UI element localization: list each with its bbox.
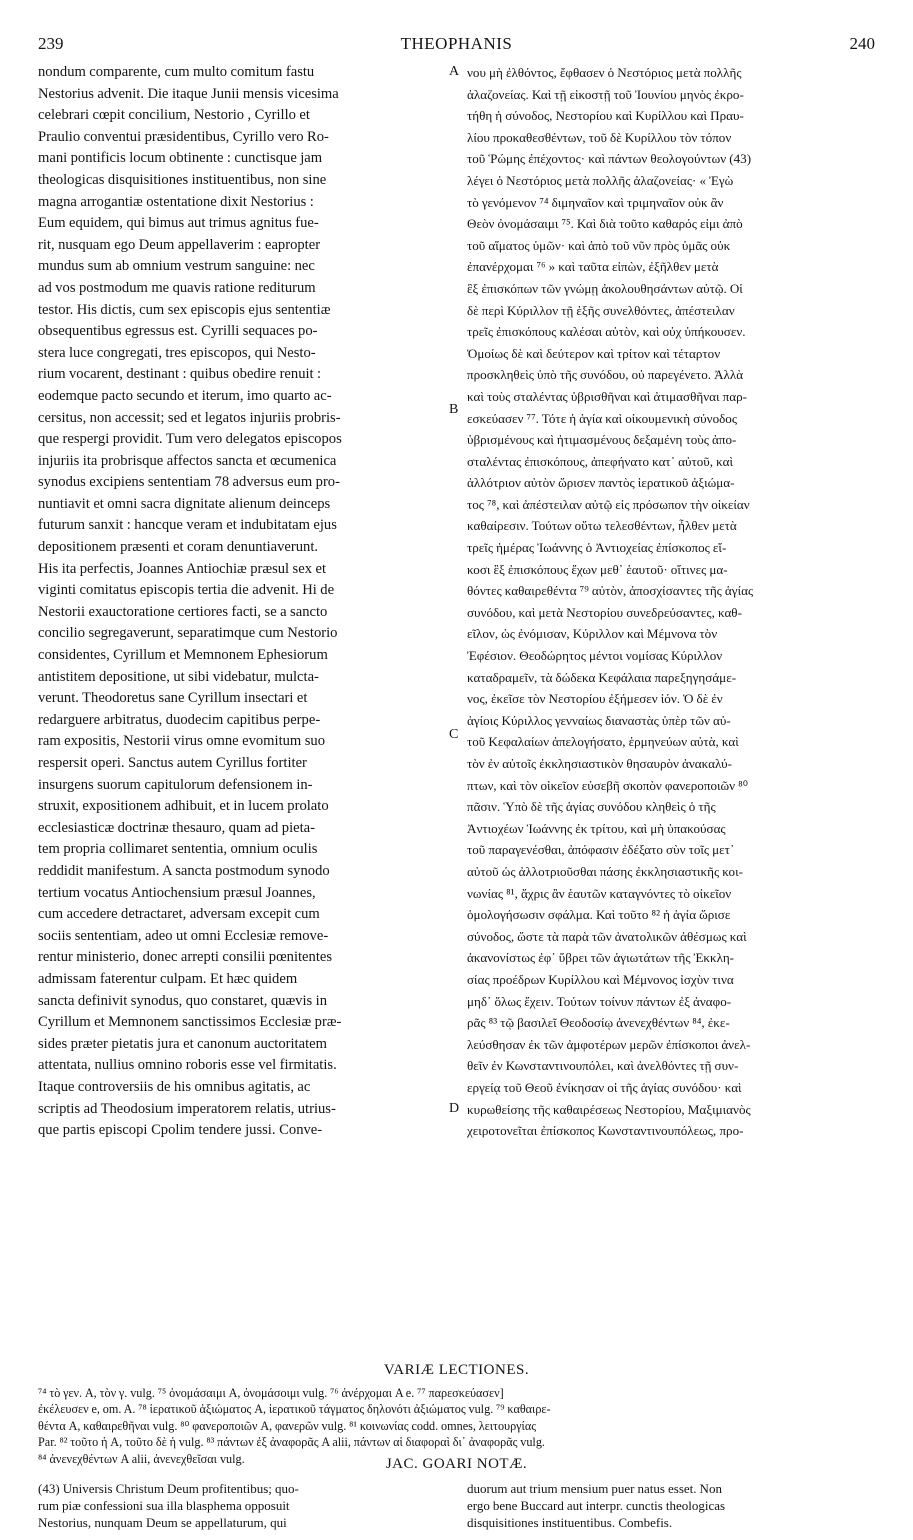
greek-text-line: χειροτονεῖται ἐπίσκοπος Κωνσταντινουπόλεως, προ- <box>467 1123 744 1139</box>
greek-text-line: καὶ τοὺς σταλέντας ὑβρισθῆναι καὶ ἀτιμασθῆναι παρ- <box>467 388 747 404</box>
greek-text-line: τος ⁷⁸, καὶ ἀπέστειλαν αὐτῷ εἰς πρόσωπον τὴν οἰκείαν <box>467 496 750 512</box>
note-line: disquisitiones instituentibus. Combefis. <box>467 1515 673 1530</box>
latin-text-line: stera luce congregati, tres episcopos, qui Nesto- <box>38 344 316 361</box>
greek-text-line: Θεὸν ὀνομάσαιμι ⁷⁵. Καὶ διὰ τοῦτο καθαρός εἰμι ἀπὸ <box>467 216 743 232</box>
latin-text-line: tertium vocatus Antiochensium præsul Joannes, <box>38 884 316 901</box>
latin-text-line: redarguere arbitratus, duodecim capitibus perpe- <box>38 711 321 728</box>
latin-text-line: Eum equidem, qui bimus aut trimus agnitus fue- <box>38 215 319 232</box>
margin-letter-d: D <box>449 1101 460 1116</box>
greek-text-line: τὸ γενόμενον ⁷⁴ διμηναῖον καὶ τριμηναῖον οὐκ ἂν <box>467 194 724 210</box>
greek-text-line: λεύσθησαν ἐκ τῶν ἀμφοτέρων μερῶν ἐπίσκοποι ἀνελ- <box>467 1036 751 1052</box>
latin-text-line: verunt. Theodoretus sane Cyrillum insectari et <box>38 690 308 707</box>
latin-text-line: scriptis ad Theodosium imperatorem relatis, utrius- <box>38 1100 336 1117</box>
latin-text-line: futurum sanxit : hancque veram et indubitatam ejus <box>38 517 337 534</box>
latin-text-line: sancta definivit synodus, quo constaret, quævis in <box>38 992 328 1009</box>
greek-text-line: ὑβρισμένους καὶ ἠτιμασμένους δεξαμένη τοὺς ἀπο- <box>467 432 737 448</box>
page-number-right: 240 <box>849 34 875 53</box>
greek-text-line: πᾶσιν. Ὑπὸ δὲ τῆς ἁγίας συνόδου κληθεὶς ὁ τῆς <box>467 799 716 815</box>
greek-text-line: ρᾶς ⁸³ τῷ βασιλεῖ Θεοδοσίῳ ἀνενεχθέντων ⁸⁴, ἐκε- <box>467 1015 730 1031</box>
greek-text-line: τοῦ Ῥώμης ἐπέχοντος· καὶ πάντων θεολογούντων (43) <box>467 151 752 167</box>
variae-lectiones <box>38 1385 876 1467</box>
latin-text-line: sociis sententiam, adeo ut omni Ecclesiæ remove- <box>38 927 329 944</box>
note-line: Nestorius, nunquam Deum se appellaturum, qui <box>38 1515 287 1530</box>
latin-text-line: rium vocarent, destinant : quibus obedire renuit : <box>38 366 322 383</box>
greek-text-line: λίου προκαθεσθέντων, τοῦ δὲ Κυρίλλου τὸν τόπον <box>467 129 732 145</box>
greek-text-line: σίας προέδρων Κυρίλλου καὶ Μέμνονος ἰσχὺν τινα <box>467 971 734 987</box>
greek-text-line: κοσι ἓξ ἐπισκόπους ἔχων μεθ᾽ ἑαυτοῦ· οἵτινες μα- <box>467 561 728 577</box>
latin-text-line: respersit operi. Sanctus autem Cyrillus fortiter <box>38 755 307 771</box>
latin-text-line: ecclesiasticæ doctrinæ thesauro, quam ad pieta- <box>38 819 315 836</box>
greek-text-line: τοῦ αἵματος ὑμῶν· καὶ ἀπὸ τοῦ νῦν πρὸς ὑμᾶς οὐκ <box>467 237 731 253</box>
latin-text-line: celebrari cœpit concilium, Nestorio , Cyrillo et <box>38 107 310 124</box>
variant-reading-line: θέντα A, καθαιρεθῆναι vulg. ⁸⁰ φανεροποιῶν A, φανερῶν vulg. ⁸¹ κοινωνίας codd. omnes, λειτουργίας <box>38 1418 537 1433</box>
notae-heading: JAC. GOARI NOTÆ. <box>385 1456 528 1472</box>
latin-text-line: struxit, expositionem adhibuit, et in lucem prolato <box>38 798 329 815</box>
greek-text-line: τοῦ Κεφαλαίων ἀπελογήσατο, ἑρμηνεύων αὐτὰ, καὶ <box>467 734 739 750</box>
note-line: duorum aut trium mensium puer natus esset. Non <box>467 1481 722 1496</box>
variant-reading-line: ⁷⁴ τὸ γεν. A, τὸν γ. vulg. ⁷⁵ ὀνομάσαιμι A, ὀνομάσοιμι vulg. ⁷⁶ ἀνέρχομαι A e. ⁷⁷ παρεσκεύασεν] <box>38 1386 504 1400</box>
greek-text-line: μηδ᾽ ὅλως ἔχειν. Τούτων τοίνυν πάντων ἐξ ἀναφο- <box>467 993 732 1009</box>
latin-text-line: mundus sum ab omnium vestrum sanguine: nec <box>38 258 315 275</box>
greek-text-line: ἐπανέρχομαι ⁷⁶ » καὶ ταῦτα εἰπὼν, ἐξῆλθεν μετὰ <box>467 259 719 275</box>
greek-text-line: θόντες καθαιρεθέντα ⁷⁹ αὐτὸν, ἀποσχίσαντες τῆς ἁγίας <box>467 583 754 599</box>
latin-text-line: testor. His dictis, cum sex episcopis ejus sententiæ <box>38 301 331 318</box>
margin-letter-a: A <box>449 64 460 79</box>
greek-text-line: καταδραμεῖν, τὰ δώδεκα Κεφάλαια παρεξηγησάμε- <box>467 669 737 685</box>
latin-text-line: synodus excipiens sententiam 78 adversus eum pro- <box>38 474 340 491</box>
page-number-left: 239 <box>38 34 64 53</box>
latin-text-line: cum accedere detractaret, adversam excepit cum <box>38 906 320 923</box>
latin-text-line: tem propria collimaret sententia, omnium oculis <box>38 841 318 858</box>
greek-text-line: νωνίας ⁸¹, ἄχρις ἂν ἑαυτῶν καταγνόντες τὸ οἰκεῖον <box>467 885 732 901</box>
latin-text-line: theologicas disquisitiones instituentibus, non sine <box>38 171 327 188</box>
latin-text-line: antistitem depositione, ut sibi videbatur, mulcta- <box>38 668 319 685</box>
greek-text-line: ἀλλότριον αὐτὸν ὥρισεν παντὸς ἱερατικοῦ ἀξιώμα- <box>467 475 735 491</box>
greek-text-line: Ἐφέσιον. Θεοδώρητος μέντοι νομίσας Κύριλλον <box>467 648 723 664</box>
notae-right-column <box>467 1480 877 1531</box>
greek-text-line: ἀκανονίστως ἐφ᾽ ὕβρει τῶν ἁγιωτάτων τῆς Ἐκκλη- <box>467 950 735 966</box>
margin-letter-b: B <box>449 402 459 417</box>
variant-reading-line: Par. ⁸² τοῦτο ἡ A, τοῦτο δὲ ἡ vulg. ⁸³ πάντων ἐξ ἀναφορᾶς A alii, πάντων αἱ διαφοραὶ δι᾽ ἀναφορᾶς vulg. <box>38 1435 545 1450</box>
latin-text-line: sides præter pietatis jura et canonum auctoritatem <box>38 1035 327 1052</box>
greek-text-line: θεῖν ἐν Κωνσταντινουπόλει, καὶ ἀνελθόντες τῇ συν- <box>467 1058 739 1074</box>
latin-text-line: admissam faterentur culpam. Et hæc quidem <box>38 970 298 987</box>
greek-text-line: εργείᾳ τοῦ Θεοῦ ἐνίκησαν οἱ τῆς ἁγίας συνόδου· καὶ <box>467 1079 742 1095</box>
note-line: ergo bene Buccard aut interpr. cunctis theologicas <box>467 1498 726 1513</box>
greek-text-line: Ἀντιοχέων Ἰωάννης ἐκ τρίτου, καὶ μὴ ὑπακούσας <box>467 820 726 836</box>
greek-text-line: σταλέντας ἐπισκόπους, ἀπεφήνατο κατ᾽ αὐτοῦ, καὶ <box>467 453 733 469</box>
greek-text-line: αὐτοῦ ὡς ἀλλοτριοῦσθαι πάσης ἐκκλησιαστικῆς κοι- <box>467 863 743 879</box>
greek-text-line: νος, ἐκεῖσε τὸν Νεστορίου ἐξήμεσεν ἰόν. Ὁ δὲ ἐν <box>467 691 723 707</box>
greek-text-line: συνόδου, καὶ μετὰ Νεστορίου συνεδρεύσαντες, καθ- <box>467 604 742 620</box>
greek-text-line: τήθη ἡ σύνοδος, Νεστορίου καὶ Κυρίλλου καὶ Πραυ- <box>467 108 744 124</box>
latin-text-line: Cyrillum et Memnonem sanctissimos Ecclesiæ præ- <box>38 1014 342 1031</box>
greek-text-line: ὁμολογήσωσιν σφάλμα. Καὶ τοῦτο ⁸² ἡ ἁγία ὥρισε <box>467 907 731 923</box>
greek-text-line: εῖλον, ὡς ἐνόμισαν, Κύριλλον καὶ Μέμνονα τὸν <box>467 626 718 642</box>
greek-text-line: προσκληθεὶς ὑπὸ τῆς συνόδου, οὐ παρεγένετο. Ἀλλὰ <box>467 367 744 383</box>
greek-text-line: νου μὴ ἐλθόντος, ἔφθασεν ὁ Νεστόριος μετὰ πολλῆς <box>467 65 742 80</box>
latin-text-line: Nestorius advenit. Die itaque Junii mensis vicesima <box>38 85 339 102</box>
latin-text-line: ram expositis, Nestorii virus omne evomitum suo <box>38 733 325 750</box>
latin-text-line: Itaque controversiis de his omnibus agitatis, ac <box>38 1078 311 1095</box>
greek-column <box>467 62 877 1142</box>
latin-text-line: que respergi providit. Tum vero delegatos episcopos <box>38 431 342 448</box>
latin-text-line: attentata, nullius omnino roboris esse vel firmitatis. <box>38 1057 337 1074</box>
latin-column <box>38 62 446 1142</box>
greek-text-line: δὲ περὶ Κύριλλον τῇ ἑξῆς συνελθόντες, ἀπέστειλαν <box>467 302 735 318</box>
greek-text-line: τὸν ἐν αὐτοῖς ἐκκλησιαστικὸν θησαυρὸν ἀνακαλύ- <box>467 756 732 771</box>
latin-text-line: viginti comitatus episcopis tertia die advenit. Hi de <box>38 582 335 599</box>
greek-text-line: ἁγίοις Κύριλλος γενναίως διαναστὰς ὑπὲρ τῶν αὐ- <box>467 712 731 728</box>
latin-text-line: que partis episcopi Cpolim tendere jussi. Conve- <box>38 1122 323 1139</box>
latin-text-line: cersitus, non accessit; sed et legatos injuriis probris- <box>38 409 341 426</box>
greek-text-line: ἓξ ἐπισκόπων τῶν γνώμῃ ἀκολουθησάντων αὐτῷ. Οἱ <box>467 280 743 296</box>
latin-text-line: nondum comparente, cum multo comitum fastu <box>38 64 315 80</box>
greek-text-line: τρεῖς ἡμέρας Ἰωάννης ὁ Ἀντιοχείας ἐπίσκοπος εἴ- <box>467 540 727 556</box>
latin-text-line: rit, nusquam ego Deum appellaverim : eapropter <box>38 236 321 253</box>
greek-text-line: σύνοδος, ὥστε τὰ παρὰ τῶν ἀνατολικῶν ἀθέσμως καὶ <box>467 928 747 944</box>
greek-text-line: τοῦ παραγενέσθαι, ἀπόφασιν ἐδέξατο σὺν τοῖς μετ᾽ <box>467 842 735 858</box>
variant-reading-line: ἐκέλευσεν e, om. A. ⁷⁸ ἱερατικοῦ ἀξιώματος A, ἱερατικοῦ τάγματος δηλονότι ἀξιώματος vulg. ⁷⁹ καθαιρε- <box>38 1402 551 1417</box>
latin-text-line: eodemque pacto secundo et iterum, imo quarto ac- <box>38 387 332 404</box>
latin-text-line: obsequentibus egressus est. Cyrilli sequaces po- <box>38 323 318 340</box>
latin-text-line: rentur ministerio, donec arrepti consilii pœnitentes <box>38 949 333 966</box>
latin-text-line: injuriis ita probrisque affectos sancta et œcumenica <box>38 452 337 469</box>
greek-text-line: ἀλαζονείας. Καὶ τῇ εἰκοστῇ τοῦ Ἰουνίου μηνὸς ἐκρο- <box>467 86 744 102</box>
greek-text-line: καθαίρεσιν. Τούτων οὕτω τελεσθέντων, ἦλθεν μετὰ <box>467 518 737 534</box>
variant-reading-line: ⁸⁴ ἀνενεχθέντων A alii, ἀνενεχθεῖσαι vulg. <box>38 1451 245 1466</box>
running-title: THEOPHANIS <box>400 34 513 53</box>
latin-text-line: ad vos postmodum me quavis ratione rediturum <box>38 279 316 296</box>
greek-text-line: λέγει ὁ Νεστόριος μετὰ πολλῆς ἀλαζονείας· « Ἐγὼ <box>467 172 734 188</box>
variae-lectiones-heading: VARIÆ LECTIONES. <box>383 1362 530 1378</box>
page-header <box>38 34 875 58</box>
greek-text-line: κυρωθείσης τῆς καθαιρέσεως Νεστορίου, Μαξιμιανὸς <box>467 1101 751 1117</box>
greek-text-line: εσκεύασεν ⁷⁷. Τότε ἡ ἁγία καὶ οἰκουμενικὴ σύνοδος <box>467 410 738 426</box>
greek-text-line: Ὁμοίως δὲ καὶ δεύτερον καὶ τρίτον καὶ τέταρτον <box>467 345 721 361</box>
latin-text-line: depositionem præsenti et coram denuntiaverunt. <box>38 539 319 556</box>
notae-left-column <box>38 1480 452 1531</box>
note-line: (43) Universis Christum Deum profitentibus; quo- <box>38 1481 299 1496</box>
greek-text-line: τρεῖς ἐπισκόπους καλέσαι αὐτὸν, καὶ οὐχ ὑπήκουσεν. <box>467 324 746 340</box>
margin-letter-c: C <box>449 727 459 742</box>
latin-text-line: Nestorii exauctoratione certiores facti, se a sancto <box>38 603 328 620</box>
latin-text-line: His ita perfectis, Joannes Antiochiæ præsul sex et <box>38 560 326 577</box>
note-line: rum piæ confessioni sua illa blasphema opposuit <box>38 1498 290 1513</box>
latin-text-line: Praulio conventui præsidentibus, Cyrillo vero Ro- <box>38 128 329 145</box>
latin-text-line: mani pontificis locum obtinente : cunctisque jam <box>38 150 323 167</box>
latin-text-line: insurgens suorum capitulorum defensionem in- <box>38 776 313 793</box>
latin-text-line: considentes, Cyrillum et Memnonem Ephesiorum <box>38 647 328 664</box>
greek-text-line: πτων, καὶ τὸν οἰκεῖον εὐσεβῆ σκοπὸν φανεροποιῶν ⁸⁰ <box>467 777 748 793</box>
latin-text-line: reddidit manifestum. A sancta postmodum synodo <box>38 862 330 879</box>
latin-text-line: magna arrogantiæ ostentatione dixit Nestorius : <box>38 193 314 210</box>
latin-text-line: concilio segregaverunt, separatimque cum Nestorio <box>38 625 338 642</box>
latin-text-line: nuntiavit et omni sacra dignitate alienum deinceps <box>38 495 331 512</box>
